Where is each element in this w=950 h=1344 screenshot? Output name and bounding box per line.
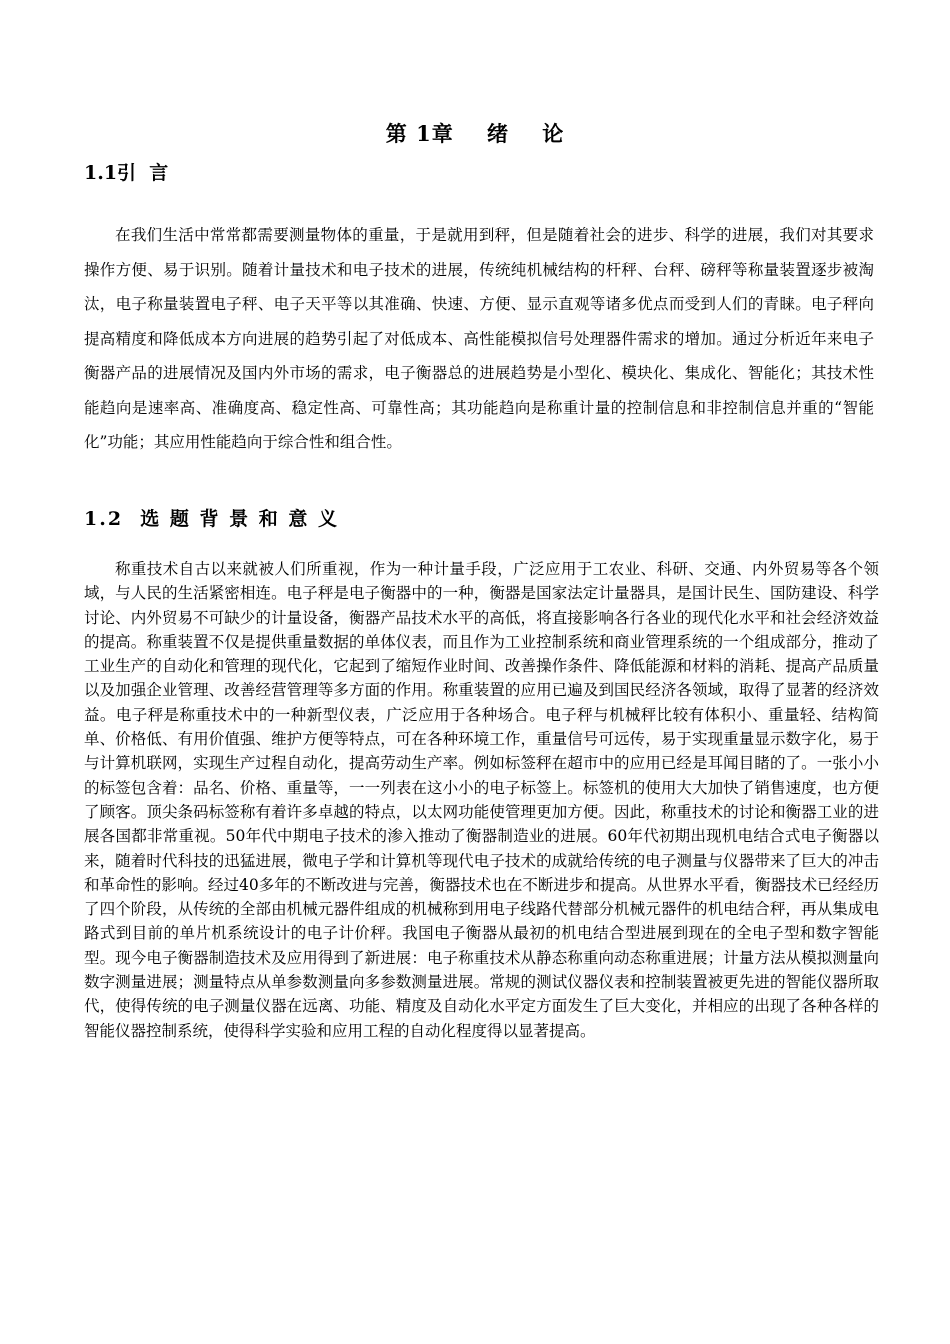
- section-heading-background: 1.2 选 题 背 景 和 意 义: [84, 508, 339, 530]
- chapter-title: 第 1章 绪 论: [385, 121, 565, 146]
- section-heading-introduction: 1.1引 言: [84, 162, 169, 184]
- section-paragraph-introduction: 在我们生活中常常都需要测量物体的重量，于是就用到秤，但是随着社会的进步、科学的进展，我们对其要求操作方便、易于识别。随着计量技术和电子技术的进展，传统纯机械结构的杆秤、台秤、磅秤等称量装置逐步被淘汰，电子称量装置电子秤、电子天平等以其准确、快速、方便、显示直观等诸多优点而受到人们的青睐。电子秤向提高精度和降低成本方向进展的趋势引起了对低成本、高性能模拟信号处理器件需求的增加。通过分析近年来电子衡器产品的进展情况及国内外市场的需求，电子衡器总的进展趋势是小型化、模块化、集成化、智能化；其技术性能趋向是速率高、准确度高、稳定性高、可靠性高；其功能趋向是称重计量的控制信息和非控制信息并重的“智能化”功能；其应用性能趋向于综合性和组合性。: [84, 226, 874, 451]
- section-paragraph-background: 称重技术自古以来就被人们所重视，作为一种计量手段，广泛应用于工农业、科研、交通、内外贸易等各个领域，与人民的生活紧密相连。电子秤是电子衡器中的一种，衡器是国家法定计量器具，是国计民生、国防建设、科学讨论、内外贸易不可缺少的计量设备，衡器产品技术水平的高低，将直接影响各行各业的现代化水平和社会经济效益的提高。称重装置不仅是提供重量数据的单体仪表，而且作为工业控制系统和商业管理系统的一个组成部分，推动了工业生产的自动化和管理的现代化，它起到了缩短作业时间、改善操作条件、降低能源和材料的消耗、提高产品质量以及加强企业管理、改善经营管理等多方面的作用。称重装置的应用已遍及到国民经济各领域，取得了显著的经济效益。电子秤是称重技术中的一种新型仪表，广泛应用于各种场合。电子秤与机械秤比较有体积小、重量轻、结构简单、价格低、有用价值强、维护方便等特点，可在各种环境工作，重量信号可远传，易于实现重量显示数字化，易于与计算机联网，实现生产过程自动化，提高劳动生产率。例如标签秤在超市中的应用已经是耳闻目睹的了。一张小小的标签包含着：品名、价格、重量等，一一列表在这小小的电子标签上。标签机的使用大大加快了销售速度，也方便了顾客。顶尖条码标签称有着许多卓越的特点，以太网功能使管理更加方便。因此，称重技术的讨论和衡器工业的进展各国都非常重视。50年代中期电子技术的渗入推动了衡器制造业的进展。60年代初期出现机电结合式电子衡器以来，随着时代科技的迅猛进展，微电子学和计算机等现代电子技术的成就给传统的电子测量与仪器带来了巨大的冲击和革命性的影响。经过40多年的不断改进与完善，衡器技术也在不断进步和提高。从世界水平看，衡器技术已经经历了四个阶段，从传统的全部由机械元器件组成的机械称到用电子线路代替部分机械元器件的机电结合秤，再从集成电路式到目前的单片机系统设计的电子计价秤。我国电子衡器从最初的机电结合型进展到现在的全电子型和数字智能型。现今电子衡器制造技术及应用得到了新进展：电子称重技术从静态称重向动态称重进展；计量方法从模拟测量向数字测量进展；测量特点从单参数测量向多参数测量进展。常规的测试仪器仪表和控制装置被更先进的智能仪器所取代，使得传统的电子测量仪器在远离、功能、精度及自动化水平定方面发生了巨大变化，并相应的出现了各种各样的智能仪器控制系统，使得科学实验和应用工程的自动化程度得以显著提高。: [84, 560, 879, 1040]
